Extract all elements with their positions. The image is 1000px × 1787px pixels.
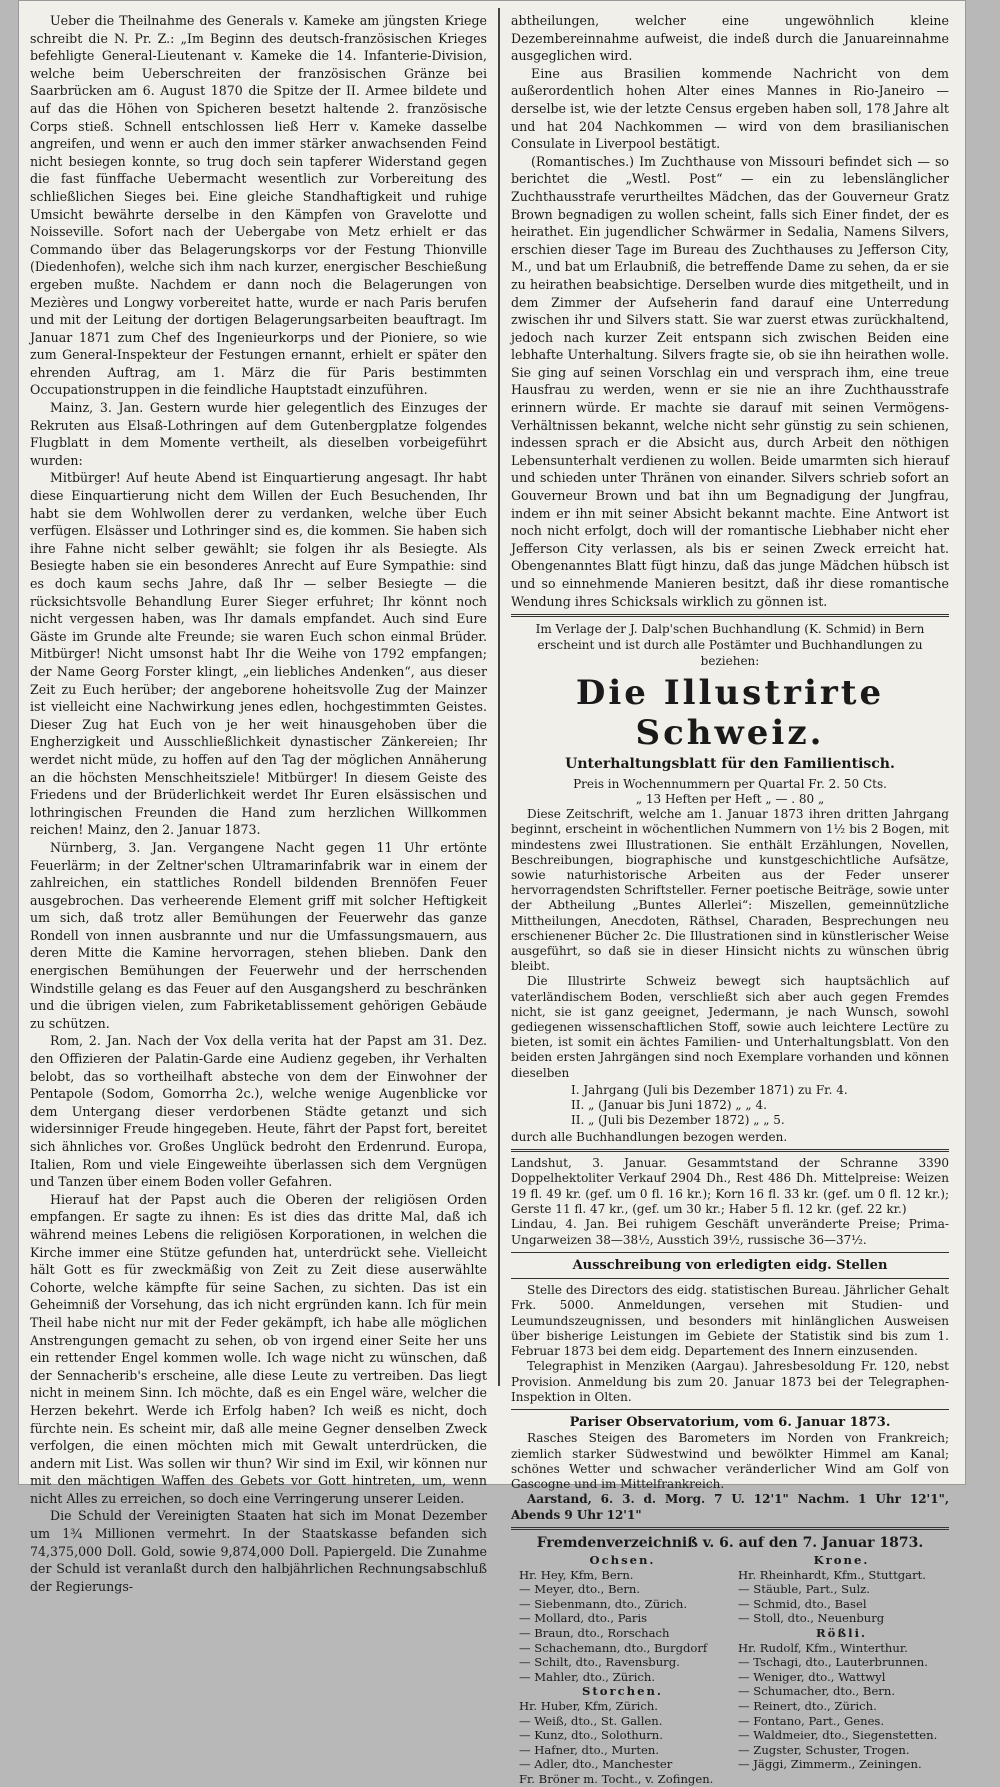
section-divider xyxy=(511,614,949,617)
ad-closing: durch alle Buchhandlungen bezogen werden. xyxy=(511,1129,788,1144)
guest-entry: — Reinert, dto., Zürich. xyxy=(738,1699,877,1714)
newspaper-page xyxy=(18,0,966,1786)
guest-entry: — Siebenmann, dto., Zürich. xyxy=(519,1596,688,1611)
guest-entry: — Weniger, dto., Wattwyl xyxy=(738,1669,886,1684)
left-column xyxy=(30,12,487,1595)
guest-entry: — Zugster, Schuster, Trogen. xyxy=(738,1742,910,1757)
guest-entry: — Kunz, dto., Solothurn. xyxy=(519,1728,663,1743)
article-romantisches: (Romantisches.) Im Zuchthause von Missouri befindet sich — so berichtet die „Westl. Post“ — ein zu lebenslänglicher Zuchthausstrafe verurtheiltes Mädchen, das der Gouverneur Gratz Brown begnadigen zu wollen scheint, falls sich Einer findet, der es heirathet. Ein jugendlicher Schwärmer in Sedalia, Namens Silvers, erschien dieser Tage im Bureau des Zuchthauses zu Jefferson City, M., und bat um Erlaubniß, die betreffende Dame zu sehen, da er sie zu heirathen beabsichtige. Derselben wurde dies mitgetheilt, und in dem Zimmer der Aufseherin fand darauf eine Unterredung zwischen ihr und Silvers statt. Sie war zuerst etwas zurückhaltend, jedoch nach kurzer Zeit entspann sich zwischen Beiden eine lebhafte Unterhaltung. Silvers fragte sie, ob sie ihn heirathen wolle. Sie ging auf seinen Vorschlag ein und versprach ihm, eine treue Hausfrau zu werden, wenn er sie nie an ihre Zuchthausstrafe erinnern würde. Er machte sie darauf mit seinen Vermögens-Verhältnissen bekannt, welche nicht sehr günstig zu sein schienen, indessen sprach er die Absicht aus, durch Arbeit den nöthigen Lebensunterhalt verdienen zu wollen. Beide umarmten sich hierauf und schieden unter Thränen von einander. Silvers schrieb sofort an Gouverneur Brown und bat ihn um Begnadigung der Jungfrau, indem er ihn mit seiner Absicht bekannt machte. Eine Antwort ist noch nicht erfolgt, doch will der romantische Liebhaber nicht eher Jefferson City verlassen, als bis er seinen Zweck erreicht hat. Obengenanntes Blatt fügt hinzu, daß das junge Mädchen hübsch ist und so einnehmende Manieren besitzt, daß ihr diese romantische Wendung ihres Schicksals wirklich zu gönnen ist. xyxy=(511,153,949,609)
article-rom: Rom, 2. Jan. Nach der Vox della verita hat der Papst am 31. Dez. den Offizieren der Palatin-Garde eine Audienz gegeben, ihr Verhalten belobt, das so vortheilhaft absteche von dem der Einwohner der Pentapole (Sodom, Gomorrha 2c.), welche wenige Augenblicke vor dem Untergang dieser verdorbenen Städte getanzt und sich widersinniger Freude hingegeben. Heute, fährt der Papst fort, bereitet sich ähnliches vor. Großes Unglück bedroht den Erdenrund. Europa, Italien, Rom und viele Eingeweihte überlassen sich dem Vergnügen und Tanzen über einem Boden voller Gefahren. xyxy=(30,1033,487,1190)
guest-entry: — Weiß, dto., St. Gallen. xyxy=(519,1713,663,1728)
article-us-debt: Die Schuld der Vereinigten Staaten hat sich im Monat Dezember um 1¾ Millionen vermehrt. In der Staatskasse befanden sich 74,375,000 Doll. Gold, sowie 9,874,000 Doll. Papiergeld. Die Zunahme der Schuld ist veranlaßt durch den halbjährlichen Rechnungsabschluß der Regierungs- xyxy=(30,1508,487,1594)
weather-heading: Pariser Observatorium, vom 6. Januar 1873. xyxy=(569,1415,891,1431)
article-rom-orders: Hierauf hat der Papst auch die Oberen der religiösen Orden empfangen. Er sagte zu ihnen: Es ist dies das dritte Mal, daß ich während meines Lebens die religiösen Korporationen, in welchen die Kirche immer eine Stütze gefunden hat, unterdrückt sehe. Vielleicht hält Gott es für zweckmäßig von Zeit zu Zeit diese auserwählte Cohorte, welche kämpfte für seine Sachen, zu sichten. Das ist ein Geheimniß der Vorsehung, das ich nicht ergründen kann. Ich für mein Theil habe nicht nur mit der Feder gekämpft, ich habe alle möglichen Anstrengungen gemacht zu sehen, ob von irgend einer Seite her uns ein rettender Engel kommen wolle. Ich wage nicht zu wünschen, daß der Sennacherib's erscheine, alle diese Leute zu vertreiben. Das liegt nicht in meinem Sinn. Ich möchte, daß es ein Engel wäre, welcher die Herzen bekehrt. Werde ich Erfolg haben? Ich weiß es nicht, doch fürchte nein. Es scheint mir, daß alle meine Gegner denselben Zweck verfolgen, die einen möchten mich mit Gewalt unterdrücken, die andern mit List. Was sollen wir thun? Wir sind im Exil, wir können nur mit den mächtigen Waffen des Gebets vor Gott hintreten, um, wenn nicht Alles zu erreichen, so doch eine Verringerung unserer Leiden. xyxy=(30,1191,487,1506)
guest-entry: — Jäggi, Zimmerm., Zeiningen. xyxy=(738,1757,922,1772)
vacancy-director: Stelle des Directors des eidg. statistischen Bureau. Jährlicher Gehalt Frk. 5000. Anmeldungen, versehen mit Studien- und Leumundszeugnissen, und besonders mit hinlänglichen Ausweisen über bisherige Leistungen im Gebiete der Statistik sind bis zum 1. Februar 1873 bei dem eidg. Departement des Innern einzusenden. xyxy=(511,1282,949,1359)
guest-entry: Hr. Hey, Kfm, Bern. xyxy=(519,1567,634,1582)
vacancy-telegraph: Telegraphist in Menziken (Aargau). Jahresbesoldung Fr. 120, nebst Provision. Anmeldung bis zum 20. Januar 1873 bei der Telegraphen-Inspektion in Olten. xyxy=(511,1359,949,1404)
guest-entry: — Meyer, dto., Bern. xyxy=(519,1582,641,1597)
guest-entry: — Stoll, dto., Neuenburg xyxy=(738,1611,885,1626)
guest-entry: — Fontano, Part., Genes. xyxy=(738,1713,885,1728)
section-divider xyxy=(511,1409,949,1410)
article-mainz-flyer: Mitbürger! Auf heute Abend ist Einquartierung angesagt. Ihr habt diese Einquartierung nicht dem Willen der Euch Besuchenden, Ihr habt sie dem Wohlwollen derer zu verdanken, welche über Euch verfügen. Elsässer und Lothringer sind es, die kommen. Sie haben sich ihre Fahne nicht selber gewählt; sie folgen ihr als Besiegte. Als Besiegte haben sie ein besonderes Anrecht auf Eure Sympathie: sind es doch kaum sechs Jahre, daß Ihr — selber Besiegte — die rücksichtsvolle Behandlung Eurer Sieger erfuhret; Ihr könnt noch nicht vergessen haben, was Ihr damals empfandet. Auch sind Eure Gäste im Grunde alte Freunde; sie waren Euch schon einmal Brüder. Mitbürger! Nicht umsonst habt Ihr die Weihe von 1792 empfangen; der Name Georg Forster klingt, „ein liebliches Andenken“, aus dieser Zeit zu Euch herüber; der angeborene hoheitsvolle Zug der Mainzer ist vielleicht eine Nachwirkung jenes edlen, hochgestimmten Geistes. Dieser Zug hat Euch von je her weit hinausgehoben über die Engherzigkeit und Ausschließlichkeit dynastischer Zänkereien; Ihr werdet nicht müde, zu hoffen auf den Tag der möglichen Annäherung an die höchsten Menschheitsziele! Mitbürger! In diesem Geiste des Friedens und der Brüderlichkeit werdet Ihr Euren elsässischen und lothringischen Freunden die Hand zum herzlichen Willkommen reichen! Mainz, den 2. Januar 1873. xyxy=(30,470,487,838)
vacancy-heading: Ausschreibung von erledigten eidg. Stellen xyxy=(572,1257,888,1273)
guest-entry: — Mahler, dto., Zürich. xyxy=(519,1669,656,1684)
ad-year-item: II. „ (Juli bis Dezember 1872) „ „ 5. xyxy=(571,1112,785,1127)
visitors-col-right xyxy=(730,1553,949,1787)
hotel-name: Krone. xyxy=(813,1553,870,1568)
ad-price-quarter: Preis in Wochennummern per Quartal Fr. 2. 50 Cts. xyxy=(573,777,887,792)
guest-entry: Fr. Bröner m. Tocht., v. Zofingen. xyxy=(519,1771,714,1786)
ad-intro: Im Verlage der J. Dalp'schen Buchhandlung (K. Schmid) in Bern erscheint und ist durch alle Postämter und Buchhandlungen zu beziehen: xyxy=(535,622,925,669)
ad-title: Die Illustrirte Schweiz. xyxy=(575,673,885,754)
guest-entry: Hr. Rheinhardt, Kfm., Stuttgart. xyxy=(738,1567,926,1582)
hotel-name: Ochsen. xyxy=(589,1553,656,1568)
ad-year-item: II. „ (Januar bis Juni 1872) „ „ 4. xyxy=(571,1097,767,1112)
guest-entry: — Schmid, dto., Basel xyxy=(738,1596,867,1611)
section-divider xyxy=(511,1278,949,1279)
ad-price-issue: „ 13 Heften per Heft „ — . 80 „ xyxy=(635,792,825,807)
hotel-name: Storchen. xyxy=(582,1684,663,1699)
ad-body-1: Diese Zeitschrift, welche am 1. Januar 1873 ihren dritten Jahrgang beginnt, erscheint in wöchentlichen Nummern von 1½ bis 2 Bogen, mit mindestens zwei Illustrationen. Sie enthält Erzählungen, Novellen, Beschreibungen, biographische und kunstgeschichtliche Aufsätze, sowie naturhistorische Arbeiten aus der Feder unserer hervorragendsten Schriftsteller. Ferner poetische Beiträge, sowie unter der Abtheilung „Buntes Allerlei“: Miszellen, gemeinnützliche Mittheilungen, Anecdoten, Räthsel, Charaden, Besprechungen neu erschienener Bücher 2c. Die Illustrationen sind in künstlerischer Weise ausgeführt, so daß sie in dieser Hinsicht nichts zu wünschen übrig bleibt. xyxy=(511,807,949,974)
guest-entry: — Schumacher, dto., Bern. xyxy=(738,1684,896,1699)
guest-entry: — Mollard, dto., Paris xyxy=(519,1611,648,1626)
right-column xyxy=(511,12,949,1787)
guest-entry: Hr. Huber, Kfm, Zürich. xyxy=(519,1699,658,1714)
ad-year-list xyxy=(571,1083,949,1128)
visitors-col-left xyxy=(511,1553,730,1787)
ad-body xyxy=(511,807,949,1081)
guest-entry: — Hafner, dto., Murten. xyxy=(519,1742,660,1757)
visitors-title: Fremdenverzeichniß v. 6. auf den 7. Januar 1873. xyxy=(536,1535,924,1552)
advertisement xyxy=(511,621,949,1145)
ad-body-2: Die Illustrirte Schweiz bewegt sich hauptsächlich auf vaterländischem Boden, verschließt sich aber auch gegen Fremdes nicht, sie ist ganz geeignet, Jedermann, je nach Wunsch, sowohl gediegenen wissenschaftlichen Stoff, sowie auch leichtere Lectüre zu bieten, ist somit ein ächtes Familien- und Unterhaltungsblatt. Von den beiden ersten Jahrgängen sind noch Exemplare vorhanden und können dieselben xyxy=(511,974,949,1080)
guest-entry: Hr. Rudolf, Kfm., Winterthur. xyxy=(738,1640,908,1655)
article-us-debt-cont: abtheilungen, welcher eine ungewöhnlich kleine Dezembereinnahme aufweist, die indeß durch die Januareinnahme ausgeglichen wird. xyxy=(511,13,949,64)
guest-entry: — Braun, dto., Rorschach xyxy=(519,1626,670,1641)
guest-entry: — Schachemann, dto., Burgdorf xyxy=(519,1640,708,1655)
column-divider xyxy=(498,8,500,1386)
ad-year-item: I. Jahrgang (Juli bis Dezember 1871) zu Fr. 4. xyxy=(571,1082,848,1097)
guest-entry: — Adler, dto., Manchester xyxy=(519,1757,673,1772)
section-divider xyxy=(511,1527,949,1530)
ad-subtitle: Unterhaltungsblatt für den Familientisch. xyxy=(565,756,895,773)
article-kameke: Ueber die Theilnahme des Generals v. Kameke am jüngsten Kriege schreibt die N. Pr. Z.: „Im Beginn des deutsch-französischen Krieges befehligte General-Lieutenant v. Kameke die 14. Infanterie-Division, welche beim Ueberschreiten der französischen Gränze bei Saarbrücken am 6. August 1870 die Spitze der II. Armee bildete und auf das die Höhen von Spicheren besetzt haltende 2. französische Corps stieß. Schnell entschlossen ließ Herr v. Kameke dasselbe angreifen, und wenn er auch den immer stärker anwachsenden Feind nicht besiegen konnte, so trug doch sein tapferer Widerstand gegen die fast fünffache Uebermacht wesentlich zur Vorbereitung des schließlichen Sieges bei. Eine gleiche Standhaftigkeit und ruhige Umsicht bewährte derselbe in den Kämpfen von Gravelotte und Noisseville. Sofort nach der Uebergabe von Metz erhielt er das Commando über das Belagerungskorps vor der Festung Thionville (Diedenhofen), welche sich ihm nach kurzer, energischer Beschießung ergeben mußte. Nachdem er dann noch die Belagerungen von Mezières und Longwy vorbereitet hatte, wurde er nach Paris berufen und mit der Leitung der dortigen Belagerungsarbeiten beauftragt. Im Januar 1871 zum Chef des Ingenieurkorps und der Pioniere, so wie zum General-Inspekteur der Festungen ernannt, erhielt er später den ehrenden Auftrag, am 1. März die für Paris bestimmten Occupationstruppen in die feindliche Hauptstadt einzuführen. xyxy=(30,13,487,398)
weather-water-level: Aarstand, 6. 3. d. Morg. 7 U. 12'1" Nachm. 1 Uhr 12'1", Abends 9 Uhr 12'1" xyxy=(511,1492,949,1522)
article-mainz: Mainz, 3. Jan. Gestern wurde hier gelegentlich des Einzuges der Rekruten aus Elsaß-Lothringen auf dem Gutenbergplatze folgendes Flugblatt in dem Momente vertheilt, als dieselben vorbeigeführt wurden: xyxy=(30,400,487,468)
section-divider xyxy=(511,1252,949,1253)
guest-entry: — Waldmeier, dto., Siegenstetten. xyxy=(738,1728,938,1743)
weather-text: Rasches Steigen des Barometers im Norden von Frankreich; ziemlich starker Südwestwind und bewölkter Himmel am Kanal; schönes Wetter und schwacher veränderlicher Wind am Golf von Gascogne und im Mittelfrankreich. xyxy=(511,1431,949,1492)
guest-entry: — Stäuble, Part., Sulz. xyxy=(738,1582,870,1597)
article-brasilien: Eine aus Brasilien kommende Nachricht von dem außerordentlich hohen Alter eines Mannes in Rio-Janeiro — derselbe ist, wie der letzte Census ergeben haben soll, 178 Jahre alt und hat 204 Nachkommen — wird von dem brasilianischen Consulate in Liverpool bestätigt. xyxy=(511,65,949,152)
guest-entry: — Schilt, dto., Ravensburg. xyxy=(519,1655,680,1670)
guest-entry: — Tschagi, dto., Lauterbrunnen. xyxy=(738,1655,928,1670)
section-divider xyxy=(511,1149,949,1152)
visitors-list xyxy=(511,1553,949,1787)
hotel-name: Rößli. xyxy=(815,1626,868,1641)
article-nuernberg: Nürnberg, 3. Jan. Vergangene Nacht gegen 11 Uhr ertönte Feuerlärm; in der Zeltner'schen Ultramarinfabrik war in einem der zahlreichen, ein stattliches Rondell bildenden Brennöfen Feuer ausgebrochen. Das verheerende Element griff mit solcher Heftigkeit um sich, daß trotz aller Bemühungen der Feuerwehr das ganze Rondell von innen ausbrannte und nur die Umfassungsmauern, aus deren Mitte die Kamine hervorragen, stehen blieben. Dank den energischen Bemühungen der Feuerwehr und der herrschenden Windstille gelang es das Feuer auf den Ausgangsherd zu beschränken und die übrigen vielen, zum Fabriketablissement gehörigen Gebäude zu schützen. xyxy=(30,839,487,1031)
market-landshut: Landshut, 3. Januar. Gesammtstand der Schranne 3390 Doppelhektoliter Verkauf 2904 Dh., Rest 486 Dh. Mittelpreise: Weizen 19 fl. 49 kr. (gef. um 0 fl. 16 kr.); Korn 16 fl. 33 kr. (gef. um 0 fl. 12 kr.); Gerste 11 fl. 47 kr., (gef. um 30 kr.; Haber 5 fl. 12 kr. (gef. 22 kr.) xyxy=(511,1156,949,1217)
market-lindau: Lindau, 4. Jan. Bei ruhigem Geschäft unveränderte Preise; Prima-Ungarweizen 38—38½, Ausstich 39½, russische 36—37½. xyxy=(511,1217,949,1247)
